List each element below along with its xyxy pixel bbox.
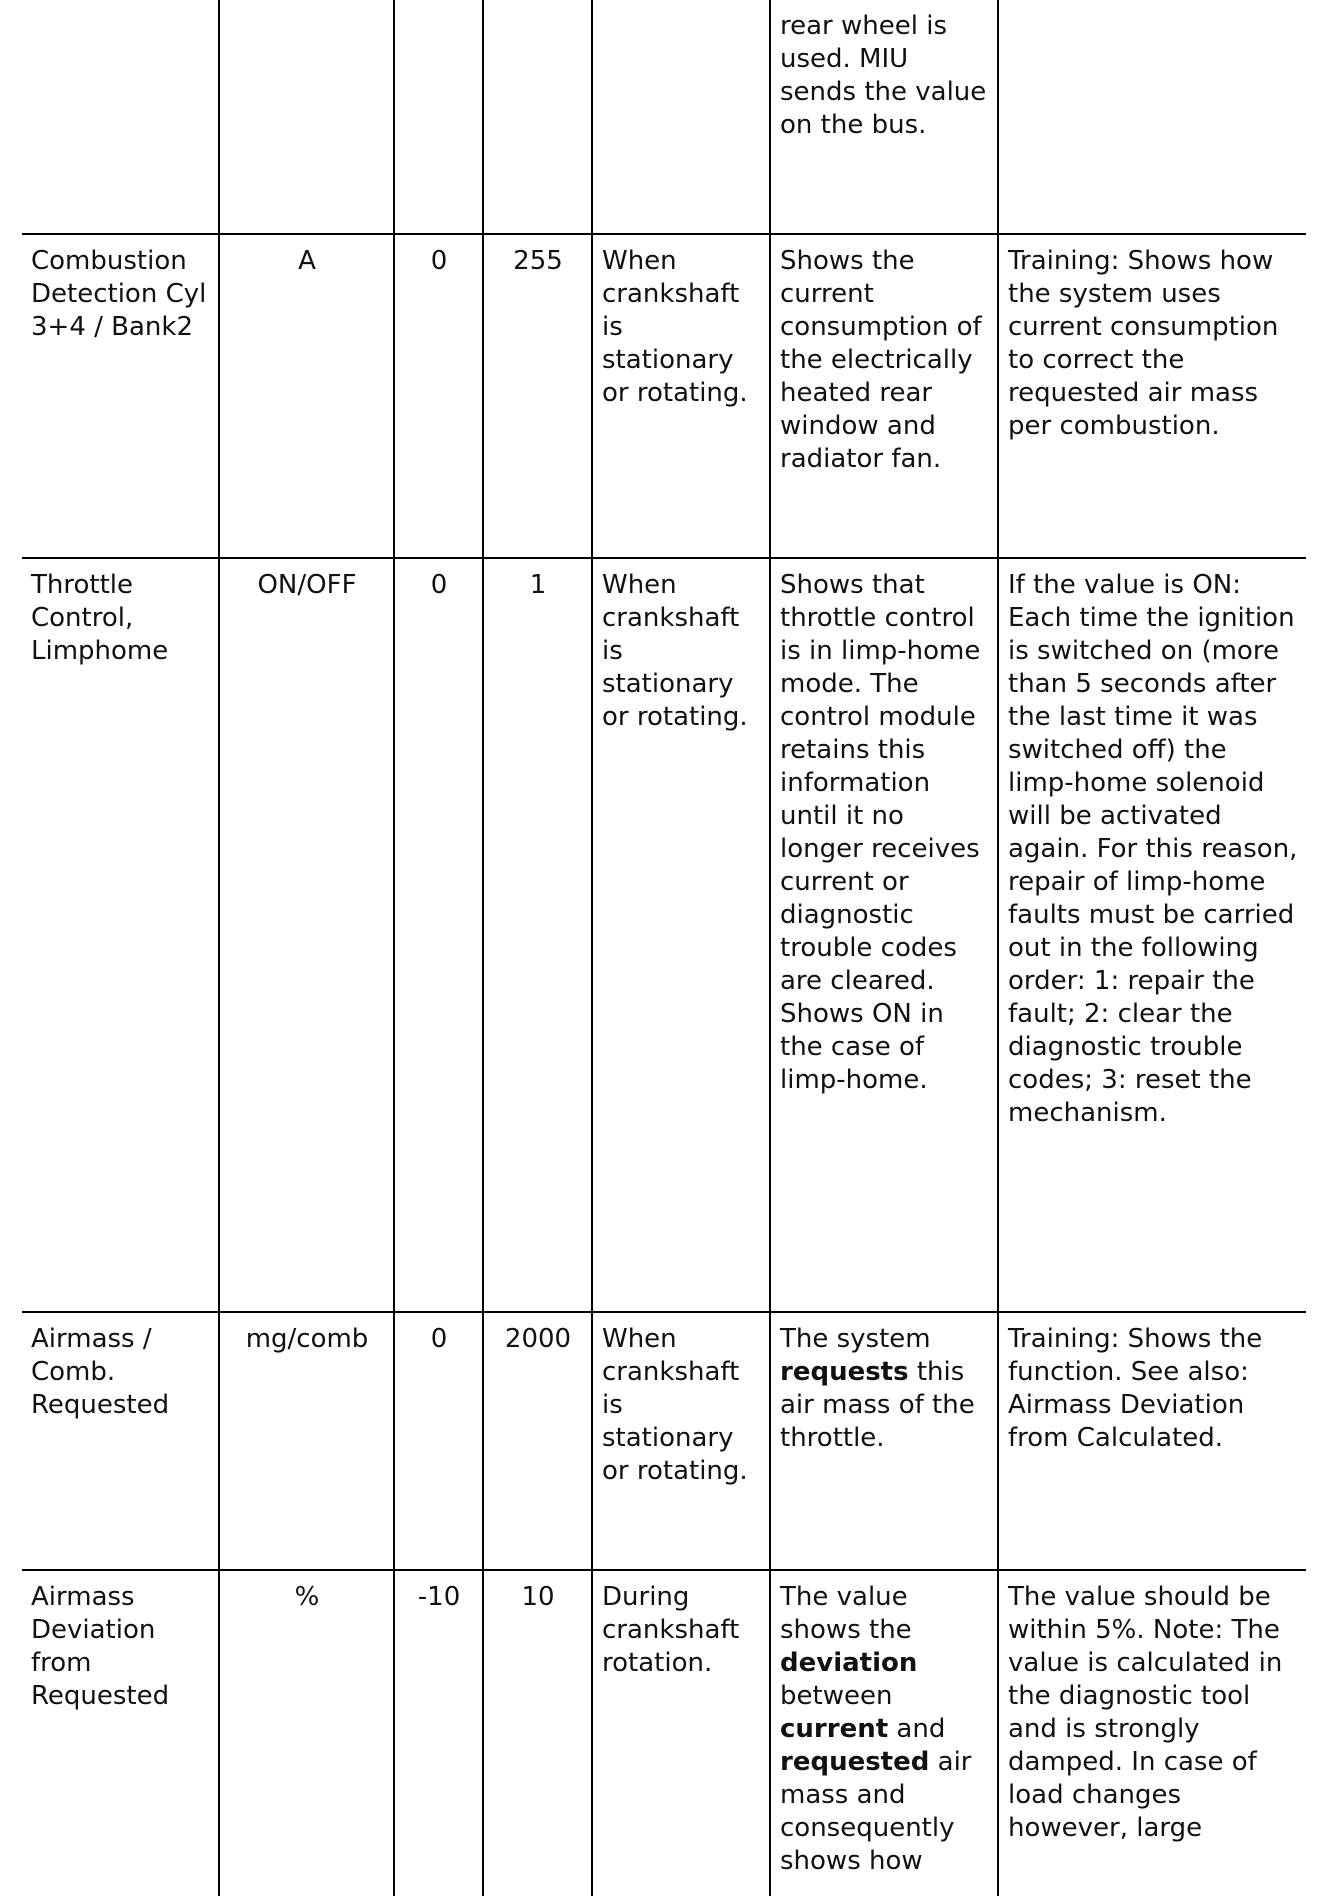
description-cell: Shows the current consumption of the electrically heated rear window and radiator fan.	[770, 234, 998, 558]
condition-cell: When crankshaft is stationary or rotating.	[592, 1312, 770, 1570]
min-cell: 0	[394, 234, 483, 558]
description-text: The value shows the	[780, 1582, 912, 1645]
max-cell: 1	[483, 558, 592, 1312]
notes-cell: Training: Shows how the system uses current consumption to correct the requested air mass per combustion.	[998, 234, 1306, 558]
max-cell	[483, 0, 592, 234]
parameter-cell: Throttle Control, Limphome	[31, 570, 169, 666]
table-row	[22, 1570, 1306, 1896]
unit-cell: mg/comb	[219, 1312, 394, 1570]
description-text: air mass and consequently shows how	[780, 1747, 972, 1876]
description-bold-text: deviation	[780, 1648, 918, 1678]
table-row	[22, 234, 1306, 558]
condition-cell: During crankshaft rotation.	[592, 1570, 770, 1896]
min-cell	[394, 0, 483, 234]
parameter-table	[22, 0, 1306, 1896]
parameter-cell: Airmass / Comb. Requested	[31, 1324, 170, 1420]
unit-cell: %	[219, 1570, 394, 1896]
description-cell	[770, 1312, 998, 1570]
parameter-cell: Airmass Deviation from Requested	[31, 1582, 170, 1711]
max-cell: 255	[483, 234, 592, 558]
notes-cell: The value should be within 5%. Note: The value is calculated in the diagnostic tool and is strongly damped. In case of load changes however, large	[998, 1570, 1306, 1896]
description-text: and	[888, 1714, 946, 1744]
notes-cell	[998, 0, 1306, 234]
condition-cell: When crankshaft is stationary or rotating.	[592, 558, 770, 1312]
max-cell: 10	[483, 1570, 592, 1896]
table-row	[22, 558, 1306, 1312]
min-cell: 0	[394, 1312, 483, 1570]
unit-cell: A	[219, 234, 394, 558]
condition-cell: When crankshaft is stationary or rotating.	[592, 234, 770, 558]
table-row	[22, 0, 1306, 234]
description-cell: Shows that throttle control is in limp-home mode. The control module retains this information until it no longer receives current or diagnostic trouble codes are cleared. Shows ON in the case of limp-home.	[770, 558, 998, 1312]
description-cell: rear wheel is used. MIU sends the value on the bus.	[770, 0, 998, 234]
table-row	[22, 1312, 1306, 1570]
description-text: The system	[780, 1324, 931, 1354]
description-bold-text: current	[780, 1714, 889, 1744]
min-cell: 0	[394, 558, 483, 1312]
min-cell: -10	[394, 1570, 483, 1896]
notes-cell: Training: Shows the function. See also: Airmass Deviation from Calculated.	[998, 1312, 1306, 1570]
description-bold-text: requests	[780, 1357, 909, 1387]
description-text: between	[780, 1681, 893, 1711]
unit-cell	[219, 0, 394, 234]
parameter-cell: Combustion Detection Cyl 3+4 / Bank2	[31, 246, 207, 342]
notes-cell: If the value is ON: Each time the ignition is switched on (more than 5 seconds after the last time it was switched off) the limp-home solenoid will be activated again. For this reason, repair of limp-home faults must be carried out in the following order: 1: repair the fault; 2: clear the diagnostic trouble codes; 3: reset the mechanism.	[998, 558, 1306, 1312]
condition-cell	[592, 0, 770, 234]
parameter-cell	[22, 0, 219, 234]
description-text: this air mass of the throttle.	[780, 1357, 975, 1453]
max-cell: 2000	[483, 1312, 592, 1570]
description-bold-text: requested	[780, 1747, 930, 1777]
unit-cell: ON/OFF	[219, 558, 394, 1312]
description-cell	[770, 1570, 998, 1896]
